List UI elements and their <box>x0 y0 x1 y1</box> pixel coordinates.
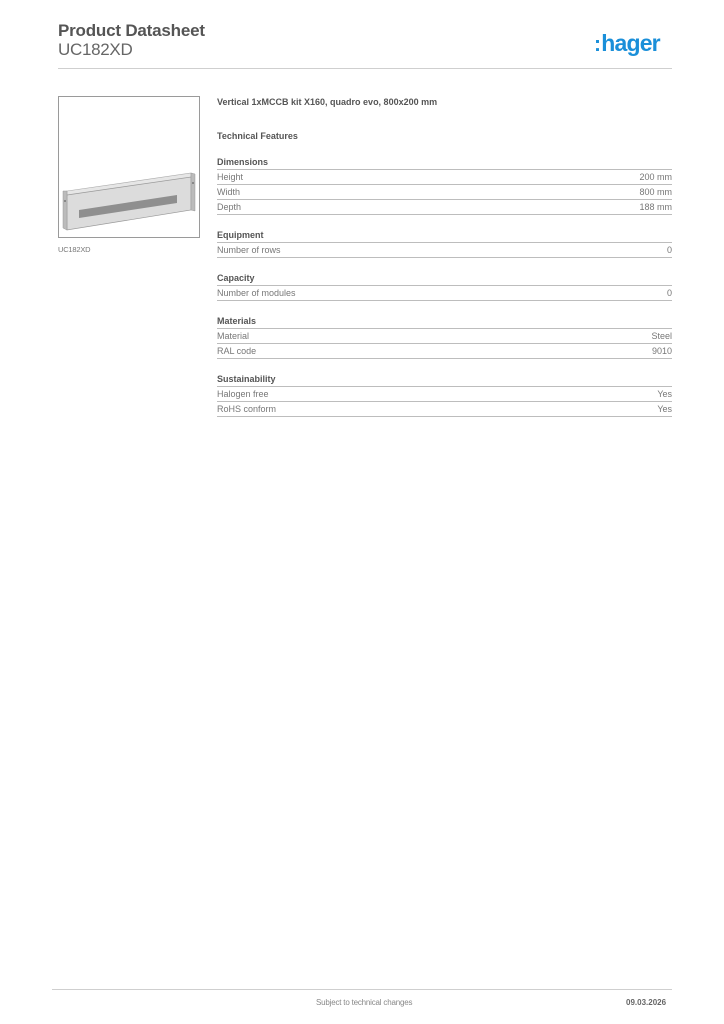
row-value: 9010 <box>651 346 672 356</box>
technical-content <box>217 96 672 417</box>
section-title: Equipment <box>217 229 672 243</box>
table-row <box>217 387 672 402</box>
row-value: 200 mm <box>639 172 672 182</box>
section-dimensions <box>217 156 672 215</box>
table-row <box>217 402 672 417</box>
row-label: Depth <box>217 202 242 212</box>
page-title: Product Datasheet <box>58 21 205 40</box>
product-description: Vertical 1xMCCB kit X160, quadro evo, 800x200 mm <box>217 97 438 107</box>
image-caption: UC182XD <box>58 245 91 254</box>
footer-date: 09.03.2026 <box>626 998 667 1007</box>
header-divider <box>58 68 672 69</box>
logo-colon: : <box>594 33 601 56</box>
row-label: Width <box>217 187 241 197</box>
footer-divider <box>52 989 672 990</box>
table-row <box>217 286 672 301</box>
section-equipment <box>217 229 672 258</box>
table-row <box>217 200 672 215</box>
row-label: Number of rows <box>217 245 281 255</box>
mounting-plate-icon <box>59 97 199 237</box>
row-label: RoHS conform <box>217 404 277 414</box>
product-code: UC182XD <box>58 40 133 59</box>
table-row <box>217 243 672 258</box>
row-value: 0 <box>666 245 672 255</box>
section-title: Sustainability <box>217 373 672 387</box>
row-label: Halogen free <box>217 389 269 399</box>
footer-note: Subject to technical changes <box>316 998 413 1007</box>
section-capacity <box>217 272 672 301</box>
row-label: Height <box>217 172 244 182</box>
row-label: RAL code <box>217 346 257 356</box>
row-value: Steel <box>651 331 672 341</box>
row-value: Yes <box>657 404 672 414</box>
hager-logo <box>594 30 660 57</box>
row-value: 0 <box>666 288 672 298</box>
section-title: Materials <box>217 315 672 329</box>
row-label: Number of modules <box>217 288 296 298</box>
row-label: Material <box>217 331 250 341</box>
section-materials <box>217 315 672 359</box>
table-row <box>217 329 672 344</box>
logo-text: hager <box>601 30 660 56</box>
row-value: 800 mm <box>639 187 672 197</box>
table-row <box>217 185 672 200</box>
table-row <box>217 170 672 185</box>
section-sustainability <box>217 373 672 417</box>
section-title: Capacity <box>217 272 672 286</box>
row-value: Yes <box>657 389 672 399</box>
technical-features-title: Technical Features <box>217 131 298 141</box>
row-value: 188 mm <box>639 202 672 212</box>
product-image <box>58 96 200 238</box>
section-title: Dimensions <box>217 156 672 170</box>
table-row <box>217 344 672 359</box>
